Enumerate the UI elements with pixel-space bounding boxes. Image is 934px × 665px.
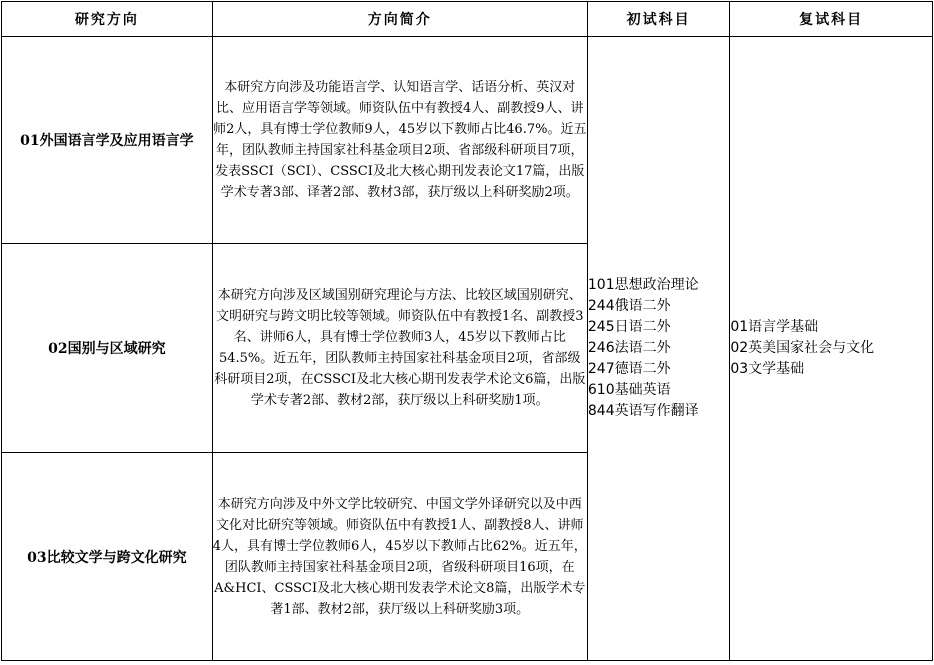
direction-description-cell — [212, 244, 587, 453]
retest-subject-item: 01语言学基础 — [730, 319, 819, 335]
retest-subject-item: 03文学基础 — [730, 361, 805, 377]
research-directions-table — [1, 1, 933, 661]
direction-name: 02国别与区域研究 — [2, 244, 213, 453]
preliminary-subject-item: 101思想政治理论 — [587, 277, 699, 293]
direction-description-cell — [212, 37, 587, 244]
direction-description-cell — [212, 453, 587, 661]
preliminary-subject-item: 244俄语二外 — [587, 298, 671, 314]
header-research-direction: 研究方向 — [2, 2, 213, 37]
preliminary-subject-item: 245日语二外 — [587, 319, 671, 335]
preliminary-subject-item: 247德语二外 — [587, 361, 671, 377]
header-row — [2, 2, 933, 37]
direction-description: 本研究方向涉及中外文学比较研究、中国文学外译研究以及中西文化对比研究等领域。师资队伍中有教授1人、副教授8人、讲师4人，具有博士学位教师6人，45岁以下教师占比62%。近五年，团队教师主持国家社科基金项目2项，省级科研项目16项，在A&HCI、CSSCI及北大核心期刊发表学术论文8篇，出版学术专著1部、教材2部，获厅级以上科研奖励3项。 — [212, 496, 587, 617]
header-preliminary-subjects: 初试科目 — [587, 2, 729, 37]
header-direction-intro: 方向简介 — [212, 2, 587, 37]
direction-name: 03比较文学与跨文化研究 — [2, 453, 213, 661]
preliminary-subject-item: 610基础英语 — [587, 382, 671, 398]
direction-name: 01外国语言学及应用语言学 — [2, 37, 213, 244]
preliminary-subjects-cell — [587, 37, 729, 661]
retest-subject-item: 02英美国家社会与文化 — [730, 340, 875, 356]
table-row — [2, 37, 933, 244]
preliminary-subject-item: 246法语二外 — [587, 340, 671, 356]
preliminary-subject-item: 844英语写作翻译 — [587, 403, 699, 419]
direction-description: 本研究方向涉及区域国别研究理论与方法、比较区域国别研究、文明研究与跨文明比较等领域。师资队伍中有教授1名、副教授3名、讲师6人，具有博士学位教师3人，45岁以下教师占比54.5%。近五年，团队教师主持国家社科基金项目2项，省部级科研项目2项，在CSSCI及北大核心期刊发表学术论文6篇，出版学术专著2部、教材2部，获厅级以上科研奖励1项。 — [214, 288, 586, 408]
retest-subjects-cell — [730, 37, 933, 661]
direction-description: 本研究方向涉及功能语言学、认知语言学、话语分析、英汉对比、应用语言学等领域。师资队伍中有教授4人、副教授9人、讲师2人，具有博士学位教师9人，45岁以下教师占比46.7%。近五年，团队教师主持国家社科基金项目2项、省部级科研项目7项，发表SSCI（SCI）、CSSCI及北大核心期刊发表论文17篇，出版学术专著3部、译著2部、教材3部，获厅级以上科研奖励2项。 — [213, 80, 587, 200]
header-retest-subjects: 复试科目 — [730, 2, 933, 37]
